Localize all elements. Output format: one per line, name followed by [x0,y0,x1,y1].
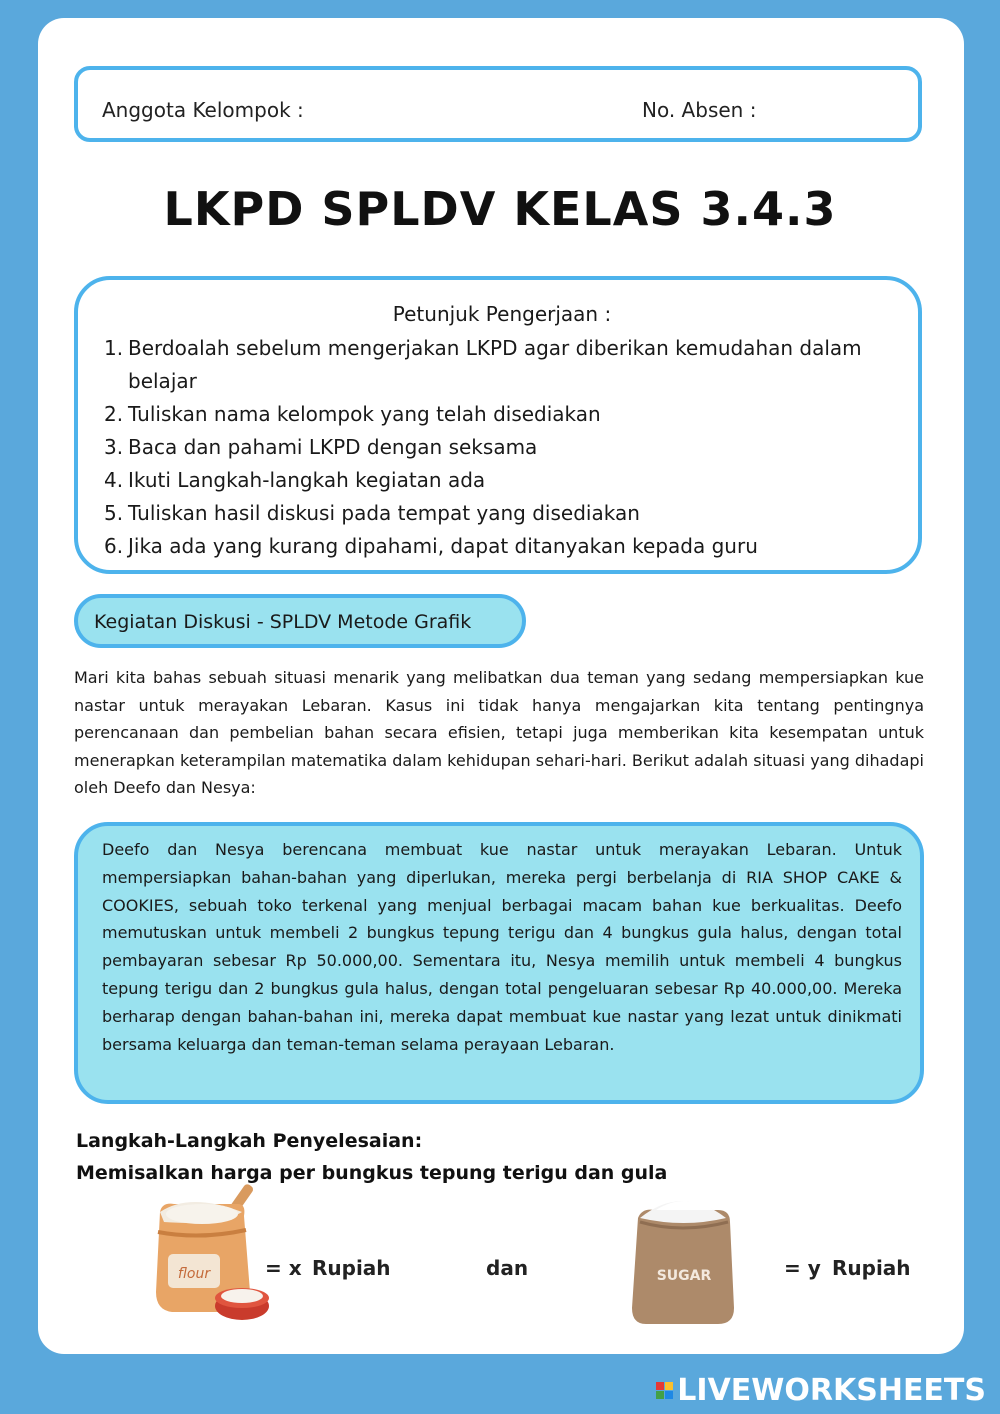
list-item: 5. Tuliskan hasil diskusi pada tempat yang disediakan [104,501,640,525]
page-title: LKPD SPLDV KELAS 3.4.3 [163,182,837,236]
sugar-unit: Rupiah [832,1256,911,1280]
group-info-box [74,66,922,142]
flour-variable: = x [265,1256,302,1280]
flour-sack-icon [150,1182,270,1328]
instructions-list [104,332,894,563]
list-item: 3. Baca dan pahami LKPD dengan seksama [104,435,538,459]
steps-subheading: Memisalkan harga per bungkus tepung terigu dan gula [76,1162,668,1184]
list-item: 6. Jika ada yang kurang dipahami, dapat ditanyakan kepada guru [104,534,758,558]
list-item: 2. Tuliskan nama kelompok yang telah disediakan [104,402,601,426]
group-members-label: Anggota Kelompok : [102,98,304,122]
list-item: 1. Berdoalah sebelum mengerjakan LKPD agar diberikan kemudahan dalam belajar [104,336,862,393]
sugar-sack-icon [626,1188,742,1328]
steps-heading: Langkah-Langkah Penyelesaian: [76,1130,423,1152]
liveworksheets-icon [656,1382,673,1399]
sugar-variable: = y [784,1256,821,1280]
section-label-text: Kegiatan Diskusi - SPLDV Metode Grafik [94,611,472,633]
sugar-label: SUGAR [656,1268,712,1284]
list-item: 4. Ikuti Langkah-langkah kegiatan ada [104,468,486,492]
intro-paragraph: Mari kita bahas sebuah situasi menarik yang melibatkan dua teman yang sedang mempersiapkan kue nastar untuk merayakan Lebaran. Kasus ini tidak hanya mengajarkan kita tentang pentingnya perencanaan dan pembelian bahan secara efisien, tetapi juga memberikan kita kesempatan untuk menerapkan keterampilan matematika dalam kehidupan sehari-hari. Berikut adalah situasi yang dihadapi oleh Deefo dan Nesya: [74,668,924,797]
story-box [74,822,924,1104]
absen-number-label: No. Absen : [642,98,757,122]
instructions-box [74,276,922,574]
instructions-heading: Petunjuk Pengerjaan : [392,302,612,326]
flour-label: flour [177,1266,211,1282]
story-paragraph: Deefo dan Nesya berencana membuat kue nastar untuk merayakan Lebaran. Untuk mempersiapkan bahan-bahan yang diperlukan, mereka pergi berbelanja di RIA SHOP CAKE & COOKIES, sebuah toko terkenal yang menjual berbagai macam bahan kue berkualitas. Deefo memutuskan untuk membeli 2 bungkus tepung terigu dan 4 bungkus gula halus, dengan total pembayaran sebesar Rp 50.000,00. Sementara itu, Nesya memilih untuk membeli 4 bungkus tepung terigu dan 2 bungkus gula halus, dengan total pengeluaran sebesar Rp 40.000,00. Mereka berharap dengan bahan-bahan ini, mereka dapat membuat kue nastar yang lezat untuk dinikmati bersama keluarga dan teman-teman selama perayaan Lebaran. [102,840,902,1054]
brand-text: LIVEWORKSHEETS [677,1372,986,1408]
flour-unit: Rupiah [312,1256,391,1280]
connector-text: dan [486,1256,529,1280]
section-label [74,594,526,648]
liveworksheets-logo[interactable] [656,1370,986,1410]
